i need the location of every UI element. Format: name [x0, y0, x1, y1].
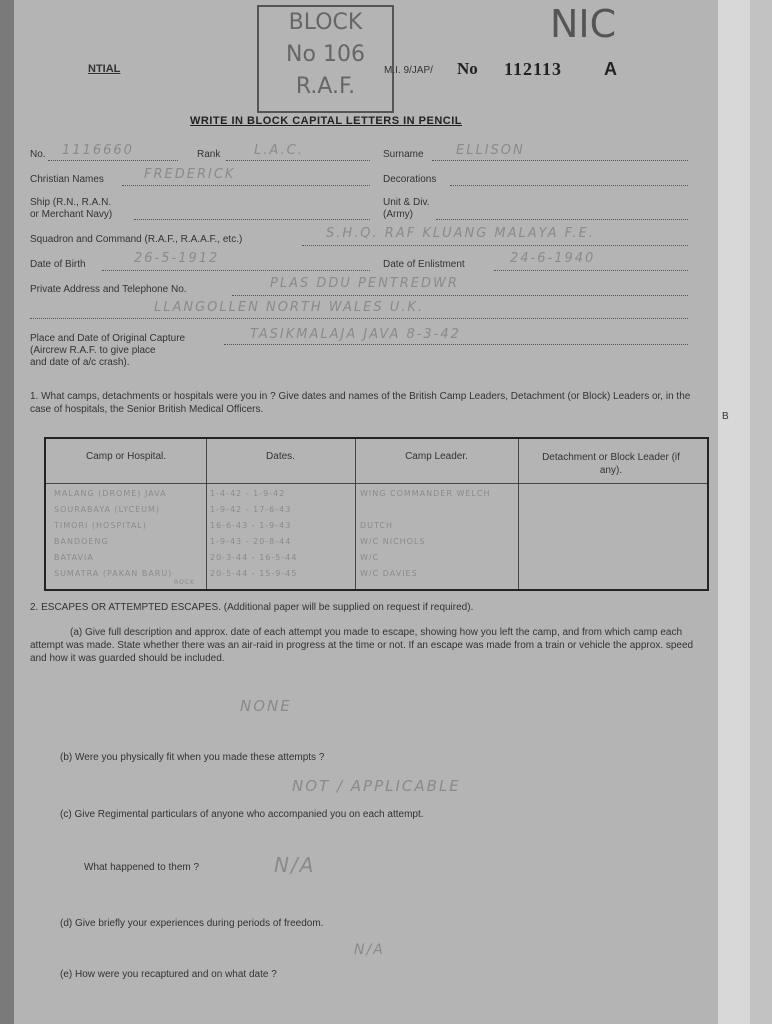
- header-camp-leader: Camp Leader.: [405, 451, 468, 462]
- cell-leader: WING COMMANDER WELCH: [360, 489, 491, 498]
- decorations-label: Decorations: [383, 174, 437, 185]
- partial-title: NTIAL: [88, 63, 121, 75]
- question-2d-answer: N/A: [354, 942, 385, 958]
- handwritten-mark: NIC: [550, 2, 617, 46]
- dob-value: 26-5-1912: [134, 251, 220, 266]
- camp-table: [44, 437, 709, 591]
- number-symbol: No: [457, 59, 478, 78]
- header-camp-or-hospital: Camp or Hospital.: [85, 451, 167, 462]
- cell-leader: W/C DAVIES: [360, 569, 418, 578]
- instruction-heading: WRITE IN BLOCK CAPITAL LETTERS IN PENCIL: [190, 115, 462, 127]
- document-number: 112113: [504, 59, 563, 79]
- cell-dates: 1-4-42 - 1-9-42: [210, 489, 286, 498]
- squadron-label: Squadron and Command (R.A.F., R.A.A.F., etc.): [30, 234, 243, 245]
- capture-label-2: (Aircrew R.A.F. to give place: [30, 345, 156, 356]
- squadron-value: S.H.Q. RAF KLUANG MALAYA F.E.: [326, 226, 595, 241]
- stamp-line-1: BLOCK: [288, 10, 363, 35]
- header-dates: Dates.: [266, 451, 295, 462]
- ref-prefix: M.I. 9/JAP/: [384, 65, 433, 76]
- unit-label-1: Unit & Div.: [383, 197, 430, 208]
- background-right-edge: [750, 0, 772, 1024]
- stamp-line-2: No 106: [286, 42, 365, 67]
- question-2a-text: (a) Give full description and approx. date of each attempt you made to escape, showing how you left the camp, and from which camp each attempt was made. State whether there was an air-raid in progress at the time or not. If an escape was made from a train or vehicle the approx. speed and how it was guarded should be included.: [30, 627, 694, 664]
- question-2b-answer: NOT / APPLICABLE: [292, 777, 461, 795]
- question-1-text: 1. What camps, detachments or hospitals were you in ? Give dates and names of the British Camp Leaders, Detachment (or Block) Leaders or, in the case of hospitals, the Senior British Medical Officers.: [30, 391, 691, 415]
- question-2d-text: (d) Give briefly your experiences during periods of freedom.: [60, 918, 324, 929]
- question-2b-text: (b) Were you physically fit when you made these attempts ?: [60, 752, 325, 763]
- cell-camp: MALANG (DROME) JAVA: [54, 489, 167, 498]
- rank-value: L.A.C.: [254, 143, 304, 158]
- christian-names-value: FREDERICK: [144, 167, 236, 182]
- address-value-1: PLAS DDU PENTREDWR: [270, 276, 459, 291]
- christian-names-label: Christian Names: [30, 174, 104, 185]
- cell-leader: W/C NICHOLS: [360, 537, 426, 546]
- ship-label-2: or Merchant Navy): [30, 209, 113, 220]
- cell-leader: DUTCH: [360, 521, 394, 530]
- stamp-line-3: R.A.F.: [295, 74, 356, 99]
- form-page: [14, 0, 718, 1024]
- question-2-heading: 2. ESCAPES OR ATTEMPTED ESCAPES. (Additional paper will be supplied on request if required).: [30, 602, 474, 613]
- surname-value: ELLISON: [456, 143, 525, 158]
- no-label: No.: [30, 149, 46, 160]
- cell-leader: W/C: [360, 553, 380, 562]
- header-detachment-leader: Detachment or Block Leader (if any).: [542, 452, 680, 476]
- cell-camp: SUMATRA (PAKAN BARU): [54, 569, 173, 578]
- question-2e-text: (e) How were you recaptured and on what date ?: [60, 969, 277, 980]
- cell-dates: 20-3-44 - 16-5-44: [210, 553, 298, 562]
- cell-camp: SOURABAYA (LYCEUM): [54, 505, 161, 514]
- row-note: ROCK: [174, 579, 196, 586]
- cell-camp: BANDOENG: [54, 537, 109, 546]
- enlistment-label: Date of Enlistment: [383, 259, 465, 270]
- question-2a-answer: NONE: [240, 697, 292, 715]
- no-value: 1116660: [62, 143, 134, 158]
- address-label: Private Address and Telephone No.: [30, 284, 187, 295]
- block-stamp: [257, 5, 394, 113]
- cell-dates: 20-5-44 - 15-9-45: [210, 569, 298, 578]
- cell-dates: 16-6-43 - 1-9-43: [210, 521, 292, 530]
- surname-label: Surname: [383, 149, 424, 160]
- cell-camp: TIMORI (HOSPITAL): [54, 521, 147, 530]
- capture-value: TASIKMALAJA JAVA 8-3-42: [250, 327, 461, 342]
- address-value-2: LLANGOLLEN NORTH WALES U.K.: [154, 300, 425, 315]
- capture-label-1: Place and Date of Original Capture: [30, 333, 186, 344]
- enlistment-value: 24-6-1940: [510, 251, 596, 266]
- question-2c-sub: What happened to them ?: [84, 862, 200, 873]
- cell-dates: 1-9-43 - 20-8-44: [210, 537, 292, 546]
- cell-camp: BATAVIA: [54, 553, 94, 562]
- document-letter: A: [604, 59, 617, 79]
- rank-label: Rank: [197, 149, 221, 160]
- margin-mark: B: [722, 411, 729, 422]
- ship-label-1: Ship (R.N., R.A.N.: [30, 197, 112, 208]
- cell-dates: 1-9-42 - 17-6-43: [210, 505, 292, 514]
- question-2c-text: (c) Give Regimental particulars of anyone who accompanied you on each attempt.: [60, 809, 424, 820]
- capture-label-3: and date of a/c crash).: [30, 357, 130, 368]
- unit-label-2: (Army): [383, 209, 413, 220]
- dob-label: Date of Birth: [30, 259, 86, 270]
- question-2c-answer: N/A: [274, 853, 316, 877]
